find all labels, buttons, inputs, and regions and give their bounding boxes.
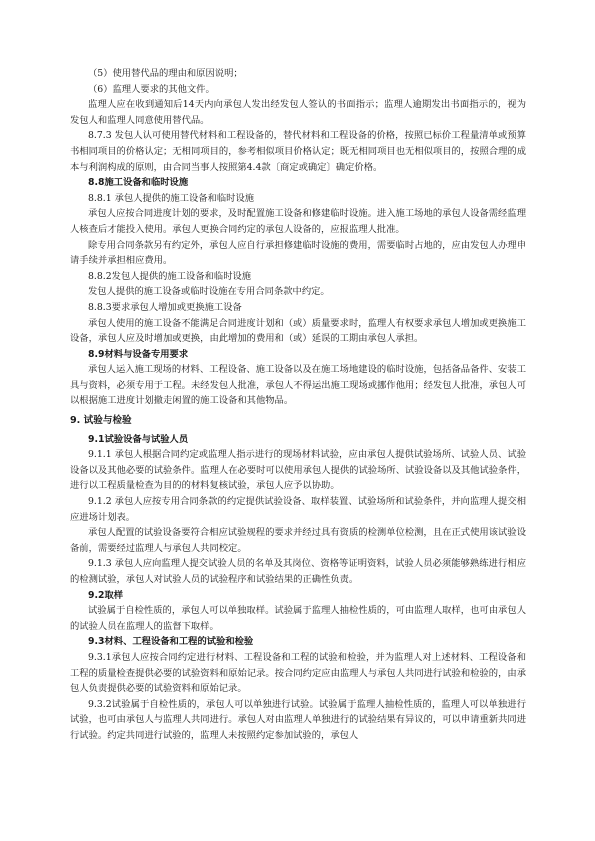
paragraph: 承包人应按合同进度计划的要求，及时配置施工设备和修建临时设施。进入施工场地的承包人设备需经监理人核查后才能投入使用。承包人更换合同约定的承包人设备的，应报监理人批准。 <box>70 208 526 235</box>
chapter-heading: 9. 试验与检验 <box>70 415 132 427</box>
paragraph: 承包人配置的试验设备要符合相应试验规程的要求并经过具有资质的检测单位检测，且在正式使用该试验设备前，需要经过监理人与承包人共同校定。 <box>70 527 526 554</box>
paragraph: 9.1.3 承包人应向监理人提交试验人员的名单及其岗位、资格等证明资料，试验人员必须能够熟练进行相应的检测试验，承包人对试验人员的试验程序和试验结果的正确性负责。 <box>70 558 526 585</box>
subsection-title: 8.8.1 承包人提供的施工设备和临时设施 <box>88 192 255 204</box>
paragraph: 试验属于自检性质的，承包人可以单独取样。试验属于监理人抽检性质的，可由监理人取样，也可由承包人的试验人员在监理人的监督下取样。 <box>70 605 526 632</box>
paragraph: 8.7.3 发包人认可使用替代材料和工程设备的，替代材料和工程设备的价格，按照已标价工程量清单或预算书相同项目的价格认定；无相同项目的，参考相似项目价格认定；既无相同项目也无相似项目的，按照合理的成本与利润构成的原则，由合同当事人按照第4.4款〔商定或确定〕确定价格。 <box>70 130 526 173</box>
subsection-title: 8.8.2发包人提供的施工设备和临时设施 <box>88 270 252 282</box>
paragraph: 9.3.2试验属于自检性质的，承包人可以单独进行试验。试验属于监理人抽检性质的，监理人可以单独进行试验，也可由承包人与监理人共同进行。承包人对由监理人单独进行的试验结果有异议的，可以申请重新共同进行试验。约定共同进行试验的，监理人未按照约定参加试验的，承包人 <box>70 698 526 741</box>
paragraph: 除专用合同条款另有约定外，承包人应自行承担修建临时设施的费用，需要临时占地的，应由发包人办理申请手续并承担相应费用。 <box>70 239 526 267</box>
section-heading: 8.8施工设备和临时设施 <box>88 177 189 189</box>
paragraph: 承包人运入施工现场的材料、工程设备、施工设备以及在施工场地建设的临时设施，包括备品备件、安装工具与资料，必须专用于工程。未经发包人批准，承包人不得运出施工现场或挪作他用；经发包人批准，承包人可以根据施工进度计划撤走闲置的施工设备和其他物品。 <box>70 364 526 407</box>
paragraph: （5）使用替代品的理由和原因说明； <box>88 68 243 79</box>
paragraph: （6）监理人要求的其他文件。 <box>88 83 215 95</box>
section-heading: 9.3材料、工程设备和工程的试验和检验 <box>88 636 254 648</box>
section-heading: 8.9材料与设备专用要求 <box>88 348 189 360</box>
paragraph: 承包人使用的施工设备不能满足合同进度计划和（或）质量要求时，监理人有权要求承包人增加或更换施工设备，承包人应及时增加或更换，由此增加的费用和（或）延误的工期由承包人承担。 <box>70 317 526 345</box>
paragraph: 9.1.2 承包人应按专用合同条款的约定提供试验设备、取样装置、试验场所和试验条件，并向监理人提交相应进场计划表。 <box>70 496 526 523</box>
subsection-title: 8.8.3要求承包人增加或更换施工设备 <box>88 301 242 313</box>
page-content <box>70 66 526 744</box>
paragraph: 监理人应在收到通知后14天内向承包人发出经发包人签认的书面指示；监理人逾期发出书面指示的，视为发包人和监理人同意使用替代品。 <box>70 99 526 126</box>
paragraph: 9.3.1承包人应按合同约定进行材料、工程设备和工程的试验和检验，并为监理人对上述材料、工程设备和工程的质量检查提供必要的试验资料和原始记录。按合同约定应由监理人与承包人共同进行试验和检验的，由承包人负责提供必要的试验资料和原始记录。 <box>70 651 526 695</box>
section-heading: 9.1试验设备与试验人员 <box>88 433 189 445</box>
section-heading: 9.2取样 <box>88 589 124 601</box>
paragraph: 发包人提供的施工设备或临时设施在专用合同条款中约定。 <box>88 286 330 298</box>
paragraph: 9.1.1 承包人根据合同约定或监理人指示进行的现场材料试验，应由承包人提供试验场所、试验人员、试验设备以及其他必要的试验条件。监理人在必要时可以使用承包人提供的试验场所、试验设备以及其他试验条件，进行以工程质量检查为目的的材料复核试验，承包人应予以协助。 <box>70 449 526 492</box>
